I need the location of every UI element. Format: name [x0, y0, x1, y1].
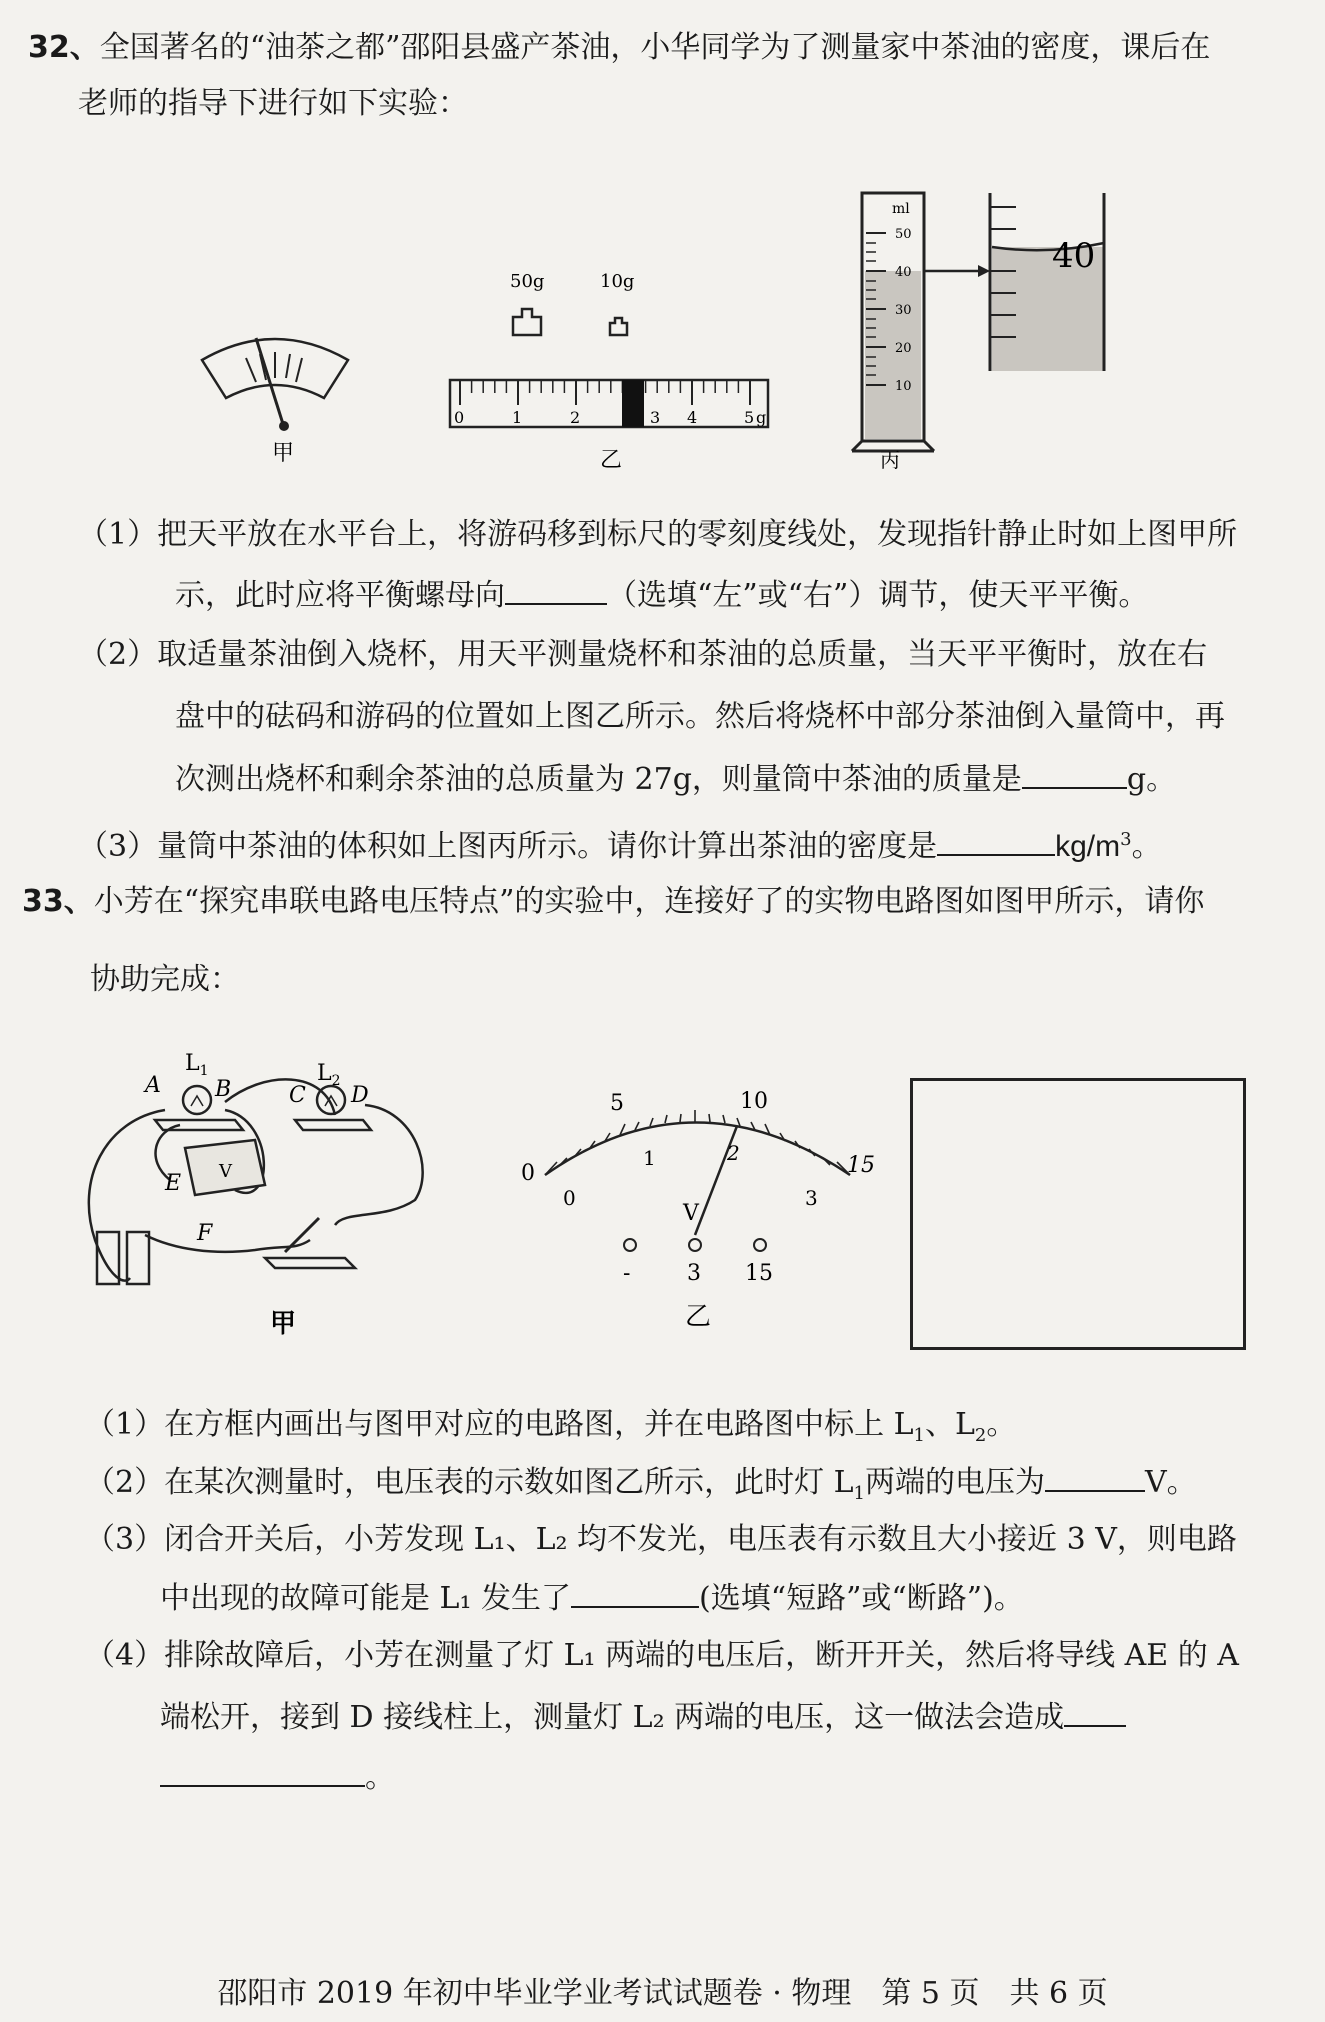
- terminal-label-F: F: [197, 1221, 213, 1246]
- figure-label-jia: 甲: [272, 441, 295, 466]
- q32-p2-line3: 次测出烧杯和剩余茶油的总质量为 27g，则量筒中茶油的质量是 g。: [175, 759, 1176, 800]
- q33-p2: （2）在某次测量时，电压表的示数如图乙所示，此时灯 $L_1$两端的电压为 V。: [85, 1462, 1197, 1514]
- dial-arc: [545, 1123, 850, 1176]
- inner-scale-3: 3: [805, 1186, 818, 1210]
- outer-scale-5: 5: [610, 1091, 624, 1116]
- weight-50g-icon: [513, 309, 541, 335]
- weights-and-scale-figure: [440, 265, 780, 475]
- q32-p2-line1: （2）取适量茶油倒入烧杯，用天平测量烧杯和茶油的总质量，当天平平衡时，放在右: [78, 637, 1208, 672]
- lamp-L2-base: [295, 1120, 371, 1130]
- answer-blank-q33-4a[interactable]: [1064, 1697, 1126, 1727]
- cylinder-unit: ml: [892, 201, 910, 217]
- terminal-15-label: 15: [745, 1261, 773, 1286]
- outer-scale-15: 15: [847, 1153, 875, 1178]
- q32-intro-line2: 老师的指导下进行如下实验：: [78, 86, 468, 121]
- q33-p4-line2: 端松开，接到 D 接线柱上，测量灯 L₂ 两端的电压，这一做法会造成: [160, 1697, 1126, 1738]
- pointer-pivot: [279, 421, 289, 431]
- wire-D-to-switch: [335, 1105, 423, 1225]
- q32-p1-line2: 示，此时应将平衡螺母向 （选填“左”或“右”）调节，使天平平衡。: [175, 575, 1148, 616]
- outer-scale-10: 10: [740, 1089, 768, 1114]
- cylinder-tick-30: 30: [895, 303, 912, 318]
- circuit-diagram-answer-box[interactable]: [910, 1078, 1246, 1350]
- dial-tick: [296, 358, 302, 382]
- cylinder-tick-10: 10: [895, 379, 912, 394]
- circuit-physical-figure: [85, 1040, 485, 1340]
- q33-p4-line1: （4）排除故障后，小芳在测量了灯 L₁ 两端的电压后，断开开关，然后将导线 AE 的 A: [85, 1638, 1239, 1673]
- terminal-label-D: D: [351, 1083, 369, 1108]
- page-footer: 邵阳市 2019 年初中毕业学业考试试题卷 · 物理 第 5 页 共 6 页: [217, 1976, 1108, 2011]
- figure-label-yi-2: 乙: [685, 1302, 712, 1332]
- q33-number: 33、: [22, 884, 94, 919]
- q32-p3-line1: （3）量筒中茶油的体积如上图丙所示。请你计算出茶油的密度是 $kg/m^3$。: [78, 820, 1162, 867]
- scale-label-1: 1: [512, 408, 523, 427]
- terminal-label-B: B: [215, 1077, 232, 1102]
- q33-p3-line2: 中出现的故障可能是 L₁ 发生了 (选填“短路”或“断路”)。: [160, 1578, 1024, 1619]
- switch-base: [265, 1258, 355, 1268]
- q32-p1-line1: （1）把天平放在水平台上，将游码移到标尺的零刻度线处，发现指针静止时如上图甲所: [78, 517, 1238, 552]
- q32-intro-line1: 32、全国著名的“油茶之都”邵阳县盛产茶油，小华同学为了测量家中茶油的密度，课后在: [28, 30, 1211, 65]
- battery-2-icon: [127, 1232, 149, 1284]
- terminal-label-A: A: [145, 1073, 161, 1098]
- terminal-3-icon: [689, 1239, 701, 1251]
- weight-10g-label: 10g: [600, 271, 635, 292]
- zoom-reading-40: 40: [1052, 236, 1096, 276]
- switch-icon: [285, 1218, 319, 1252]
- inner-scale-0: 0: [563, 1186, 576, 1210]
- q33-p1: （1）在方框内画出与图甲对应的电路图，并在电路图中标上 $L_1$、$L_2$。: [85, 1407, 1017, 1446]
- terminal-label-E: E: [165, 1171, 182, 1196]
- voltmeter-dial-figure: [515, 1060, 875, 1340]
- cylinder-tick-20: 20: [895, 341, 912, 356]
- balance-pointer-needle: [256, 338, 283, 424]
- figure-label-yi: 乙: [600, 448, 623, 473]
- answer-blank-q32-2[interactable]: [1022, 759, 1127, 789]
- cylinder-tick-50: 50: [895, 227, 912, 242]
- zoom-arrow-head: [978, 265, 990, 277]
- q33-intro-line2: 协助完成：: [90, 962, 240, 997]
- scale-label-5: 5: [744, 408, 755, 427]
- wire-battery-to-switch: [145, 1235, 310, 1252]
- scale-tick-group: [460, 380, 750, 405]
- answer-blank-q32-1[interactable]: [505, 575, 607, 605]
- cylinder-tick-40: 40: [895, 265, 912, 280]
- answer-blank-q32-3[interactable]: [937, 826, 1055, 856]
- terminal-minus-icon: [624, 1239, 636, 1251]
- q32-p2-line2: 盘中的砝码和游码的位置如上图乙所示。然后将烧杯中部分茶油倒入量筒中，再: [175, 699, 1225, 734]
- dial-ticks: [545, 1110, 850, 1175]
- dial-tick: [286, 354, 290, 378]
- scale-label-g: g: [756, 408, 767, 427]
- voltmeter-symbol: V: [219, 1161, 232, 1182]
- outer-scale-0: 0: [521, 1161, 535, 1186]
- rider-scale-bar: [450, 380, 768, 427]
- balance-pointer-figure: [190, 320, 360, 470]
- dial-volt-symbol: V: [683, 1201, 699, 1226]
- terminal-15-icon: [754, 1239, 766, 1251]
- q32-number: 32、: [28, 30, 100, 65]
- dial-tick: [246, 358, 256, 382]
- weight-10g-icon: [610, 318, 627, 335]
- lamp-L1-label: $L_1$: [185, 1051, 209, 1079]
- terminal-minus-label: -: [623, 1261, 631, 1286]
- terminal-label-C: C: [289, 1083, 306, 1108]
- graduated-cylinder-figure: [840, 185, 1280, 475]
- figure-label-jia-2: 甲: [270, 1309, 297, 1339]
- q33-p4-line3: 。: [160, 1757, 395, 1798]
- scale-label-0: 0: [454, 408, 465, 427]
- figure-label-bing: 丙: [880, 448, 900, 472]
- scale-label-4: 4: [687, 408, 698, 427]
- cylinder-oil: [865, 271, 921, 439]
- q33-intro-line1: 33、小芳在“探究串联电路电压特点”的实验中，连接好了的实物电路图如图甲所示，请你: [22, 884, 1205, 919]
- q33-p3-line1: （3）闭合开关后，小芳发现 L₁、L₂ 均不发光，电压表有示数且大小接近 3 V，则电路: [85, 1522, 1237, 1557]
- weight-50g-label: 50g: [510, 271, 545, 292]
- terminal-3-label: 3: [687, 1261, 701, 1286]
- inner-scale-2: 2: [727, 1141, 740, 1165]
- answer-blank-q33-3[interactable]: [571, 1578, 699, 1608]
- answer-blank-q33-4b[interactable]: [160, 1757, 365, 1787]
- rider-slider: [622, 380, 644, 427]
- answer-blank-q33-2[interactable]: [1045, 1462, 1145, 1492]
- scale-label-2: 2: [570, 408, 581, 427]
- inner-scale-1: 1: [643, 1146, 656, 1170]
- scale-label-3: 3: [650, 408, 661, 427]
- lamp-L2-icon: [317, 1086, 345, 1114]
- lamp-L2-label: $L_2$: [317, 1061, 341, 1089]
- lamp-L1-icon: [183, 1086, 211, 1114]
